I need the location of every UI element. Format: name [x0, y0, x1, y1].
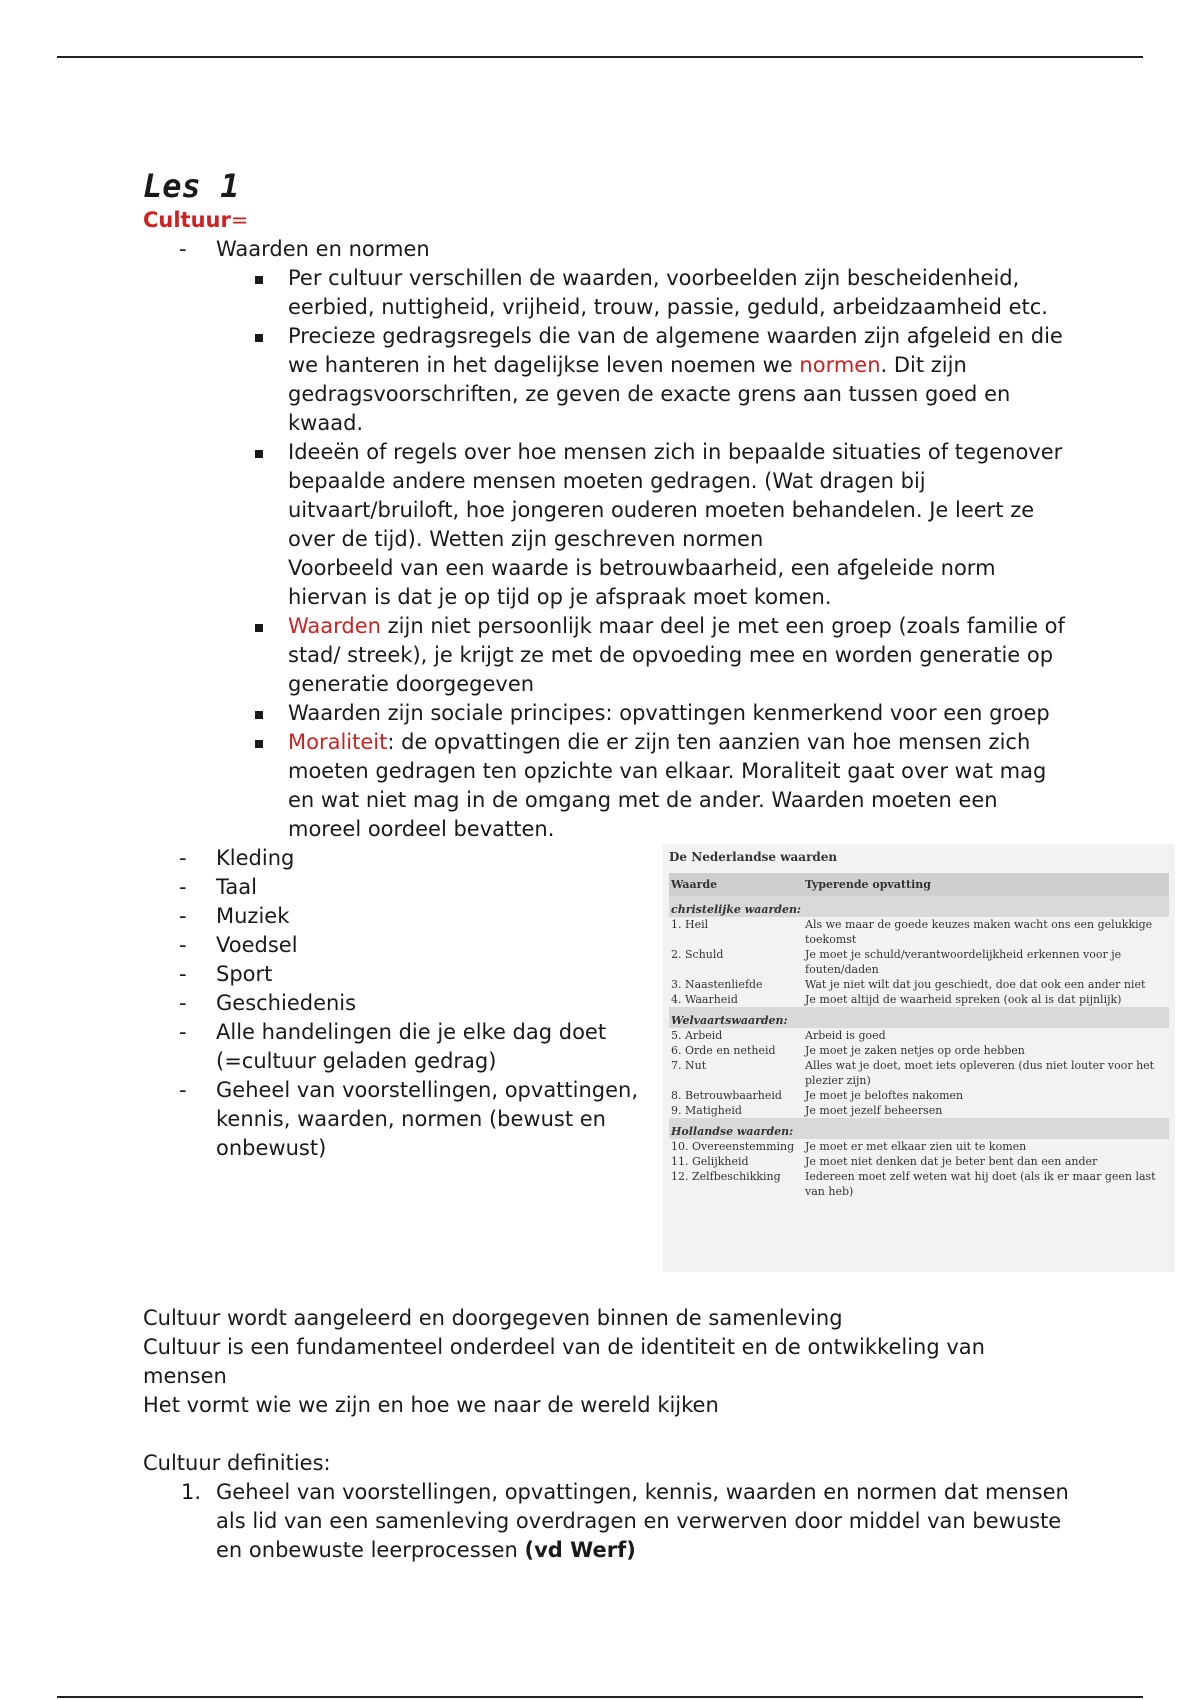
bullet-text-part: Waarden zijn sociale principes: opvattingen kenmerkend voor een groep	[288, 701, 1050, 725]
dash-item	[143, 1018, 643, 1076]
value-opinion: Je moet je zaken netjes op orde hebben	[805, 1044, 1025, 1057]
value-name: 10. Overeenstemming	[671, 1140, 795, 1153]
bullet-text	[288, 728, 1073, 844]
dash-item	[143, 1076, 643, 1163]
group-name: Hollandse waarden:	[669, 1118, 1169, 1139]
table-group-row	[669, 1118, 1169, 1139]
value-opinion: Je moet altijd de waarheid spreken (ook al is dat pijnlijk)	[805, 993, 1122, 1006]
cultuur-label: Cultuur	[143, 208, 231, 232]
value-opinion: Je moet niet denken dat je beter bent dan een ander	[805, 1155, 1098, 1168]
table-row	[669, 977, 1169, 992]
table-group-row	[669, 896, 1169, 917]
table-row	[669, 992, 1169, 1007]
value-opinion: Je moet je schuld/verantwoordelijkheid erkennen voor je fouten/daden	[805, 948, 1122, 976]
square-bullet-marker	[255, 624, 263, 632]
dash-item-text: Geschiedenis	[216, 991, 357, 1015]
table-row	[669, 1139, 1169, 1154]
value-opinion: Wat je niet wilt dat jou geschiedt, doe dat ook een ander niet	[805, 978, 1146, 991]
value-opinion: Alles wat je doet, moet iets opleveren (dus niet louter voor het plezier zijn)	[805, 1059, 1155, 1087]
table-header-row	[669, 873, 1169, 896]
scan-title: De Nederlandse waarden	[669, 850, 838, 864]
dash-item-text: Geheel van voorstellingen, opvattingen, kennis, waarden, normen (bewust en onbewust)	[216, 1078, 639, 1160]
dash-item-text: Taal	[216, 875, 257, 899]
blank-line	[143, 1420, 1073, 1449]
bullet-text	[288, 322, 1073, 438]
bullet-text-part: Precieze gedragsregels die van de algemene waarden zijn afgeleid en die we hanteren in het dagelijkse leven noemen we	[288, 324, 1063, 377]
value-opinion: Je moet jezelf beheersen	[805, 1104, 943, 1117]
table-row	[669, 1169, 1169, 1199]
dutch-values-scan	[663, 844, 1175, 1272]
table-row	[669, 1154, 1169, 1169]
dash-marker: -	[179, 846, 187, 870]
dash-marker: -	[179, 875, 187, 899]
two-column-section	[143, 844, 1156, 1304]
square-bullet-marker	[255, 334, 263, 342]
bullet-text-part: : de opvattingen die er zijn ten aanzien van hoe mensen zich moeten gedragen ten opzichte van elkaar. Moraliteit gaat over wat mag en wat niet mag in de omgang met de ander. Waarden moeten een moreel oordeel bevatten.	[288, 730, 1047, 841]
header-rule	[57, 56, 1143, 58]
bullet-item	[143, 322, 1073, 438]
table-row	[669, 1058, 1169, 1088]
dash-item-text: Alle handelingen die je elke dag doet (=cultuur geladen gedrag)	[216, 1020, 607, 1073]
dash-item	[143, 844, 643, 873]
value-name: 6. Orde en netheid	[671, 1044, 776, 1057]
table-row	[669, 1088, 1169, 1103]
culture-aspects-list	[143, 844, 643, 1163]
value-opinion: Je moet je beloftes nakomen	[805, 1089, 964, 1102]
dash-item-text: Kleding	[216, 846, 295, 870]
bullet-text	[288, 438, 1073, 554]
waarden-bullet-list	[143, 264, 1073, 844]
dash-marker: -	[179, 904, 187, 928]
dash-marker: -	[179, 962, 187, 986]
value-name: 12. Zelfbeschikking	[671, 1170, 781, 1183]
bullet-text	[288, 264, 1073, 322]
bullet-text-part: Ideeën of regels over hoe mensen zich in bepaalde situaties of tegenover bepaalde andere mensen moeten gedragen. (Wat dragen bij uitvaart/bruiloft, hoe jongeren ouderen moeten behandelen. Je leert ze over de tijd). Wetten zijn geschreven normen	[288, 440, 1063, 551]
value-opinion: Als we maar de goede keuzes maken wacht ons een gelukkige toekomst	[805, 918, 1153, 946]
bullet-item	[143, 612, 1073, 699]
square-bullet-marker	[255, 450, 263, 458]
dash-item	[143, 902, 643, 931]
dash-marker: -	[179, 991, 187, 1015]
culture-paragraphs	[143, 1304, 1073, 1420]
value-opinion: Iedereen moet zelf weten wat hij doet (als ik er maar geen last van heb)	[805, 1170, 1156, 1198]
definition-item	[143, 1478, 1073, 1565]
value-name: 4. Waarheid	[671, 993, 738, 1006]
table-group-row	[669, 1007, 1169, 1028]
group-name: Welvaartswaarden:	[669, 1007, 1169, 1028]
definition-number: 1.	[181, 1480, 202, 1504]
paragraph: Het vormt wie we zijn en hoe we naar de wereld kijken	[143, 1393, 719, 1417]
dash-item	[143, 873, 643, 902]
bullet-item	[143, 699, 1073, 728]
definition-source: (vd Werf)	[524, 1538, 636, 1562]
highlighted-term: normen	[799, 353, 881, 377]
table-row	[669, 917, 1169, 947]
definitions-label: Cultuur definities:	[143, 1451, 331, 1475]
bullet-item	[143, 728, 1073, 844]
table-row	[669, 947, 1169, 977]
square-bullet-marker	[255, 276, 263, 284]
dash-marker: -	[179, 237, 187, 261]
footer-rule	[57, 1696, 1143, 1698]
highlighted-term: Waarden	[288, 614, 381, 638]
column-header: Typerende opvatting	[803, 873, 1169, 896]
bullet-text	[288, 699, 1073, 728]
dash-item-text: Waarden en normen	[216, 237, 430, 261]
bullet-text-part: . Dit zijn gedragsvoorschriften, ze geven de exacte grens aan tussen goed en kwaad.	[288, 353, 1011, 435]
dash-item-text: Muziek	[216, 904, 290, 928]
value-name: 1. Heil	[671, 918, 709, 931]
bullet-text-part: zijn niet persoonlijk maar deel je met een groep (zoals familie of stad/ streek), je krijgt ze met de opvoeding mee en worden generatie op generatie doorgegeven	[288, 614, 1065, 696]
cultuur-heading	[143, 206, 1073, 235]
table-row	[669, 1043, 1169, 1058]
bullet-text-part: Per cultuur verschillen de waarden, voorbeelden zijn bescheidenheid, eerbied, nuttigheid, vrijheid, trouw, passie, geduld, arbeidzaamheid etc.	[288, 266, 1048, 319]
square-bullet-marker	[255, 740, 263, 748]
value-name: 2. Schuld	[671, 948, 724, 961]
column-header: Waarde	[669, 873, 803, 896]
dash-item	[143, 989, 643, 1018]
square-bullet-marker	[255, 711, 263, 719]
dash-marker: -	[179, 933, 187, 957]
highlighted-term: Moraliteit	[288, 730, 388, 754]
dash-marker: -	[179, 1020, 187, 1044]
bullet-text	[288, 612, 1073, 699]
bullet-item	[143, 264, 1073, 322]
value-name: 7. Nut	[671, 1059, 707, 1072]
definitions-list	[143, 1478, 1073, 1565]
value-opinion: Je moet er met elkaar zien uit te komen	[805, 1140, 1027, 1153]
dash-item	[143, 931, 643, 960]
definition-text: Geheel van voorstellingen, opvattingen, kennis, waarden en normen dat mensen als lid van een samenleving overdragen en verwerven door middel van bewuste en onbewuste leerprocessen	[216, 1480, 1069, 1562]
paragraph: Cultuur is een fundamenteel onderdeel van de identiteit en de ontwikkeling van mensen	[143, 1335, 985, 1388]
value-name: 5. Arbeid	[671, 1029, 723, 1042]
group-name: christelijke waarden:	[669, 896, 1169, 917]
dash-item	[143, 960, 643, 989]
dash-item-text: Sport	[216, 962, 273, 986]
dash-marker: -	[179, 1078, 187, 1102]
value-name: 3. Naastenliefde	[671, 978, 763, 991]
table-row	[669, 1103, 1169, 1118]
value-name: 11. Gelijkheid	[671, 1155, 749, 1168]
value-name: 8. Betrouwbaarheid	[671, 1089, 782, 1102]
dash-item-waarden	[143, 235, 1073, 264]
dash-item-text: Voedsel	[216, 933, 298, 957]
value-name: 9. Matigheid	[671, 1104, 742, 1117]
paragraph: Cultuur wordt aangeleerd en doorgegeven binnen de samenleving	[143, 1306, 843, 1330]
bullet-item	[143, 438, 1073, 612]
bullet-extra-text: Voorbeeld van een waarde is betrouwbaarheid, een afgeleide norm hiervan is dat je op tijd op je afspraak moet komen.	[288, 556, 996, 609]
document-body	[143, 166, 1156, 1565]
table-row	[669, 1028, 1169, 1043]
cultuur-equals: =	[230, 208, 249, 232]
values-table	[669, 873, 1169, 1199]
value-opinion: Arbeid is goed	[805, 1029, 886, 1042]
lesson-title: Les 1	[143, 167, 240, 205]
